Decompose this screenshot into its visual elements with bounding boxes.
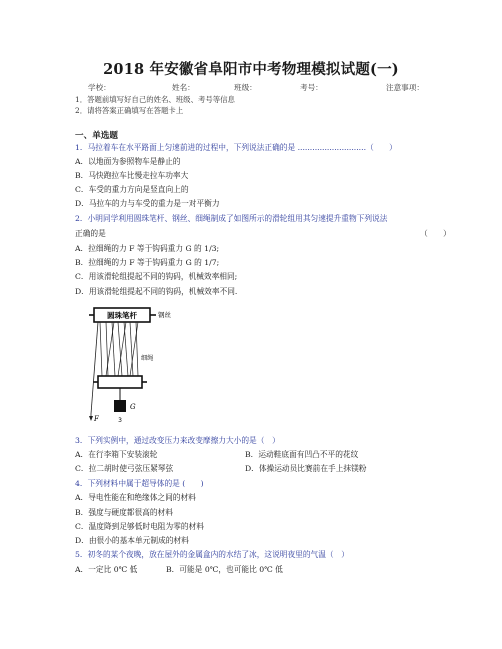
q3-stem: 3．下列实例中，通过改变压力来改变摩擦力大小的是（ ）	[75, 436, 280, 445]
q4-option-a: A．导电性能在和绝缘体之间的材料	[75, 493, 196, 502]
notice-2: 2．请将答案正确填写在答题卡上	[75, 106, 184, 115]
q4-option-b: B．强度与硬度都很高的材料	[75, 508, 173, 517]
q3-option-a: A．在行李箱下安装滚轮	[75, 450, 158, 459]
number-label: 考号：	[300, 83, 323, 92]
q4-stem: 4．下列材料中属于超导体的是 ( )	[75, 479, 204, 488]
q5-option-b: B．可能是 0℃，也可能比 0℃ 低	[166, 565, 283, 574]
rope-label: 细绳	[141, 355, 154, 362]
q1-option-d: D．马拉车的力与车受的重力是一对平衡力	[75, 199, 220, 208]
q1-option-c: C．车受的重力方向是竖直向上的	[75, 185, 189, 194]
class-label: 班级：	[234, 83, 257, 92]
pen-label: 圆珠笔杆	[107, 311, 137, 320]
q3-option-d: D．体操运动员比赛前在手上抹镁粉	[245, 464, 367, 473]
q2-option-b: B．拉细绳的力 F 等于钩码重力 G 的 1/7;	[75, 258, 220, 267]
q2-option-d: D．用该滑轮组提起不同的钩码，机械效率不同.	[75, 287, 238, 296]
wire-label: 钢丝	[158, 311, 171, 319]
q2-option-c: C．用该滑轮组提起不同的钩码，机械效率相同;	[75, 272, 238, 281]
q5-option-a: A．一定比 0℃ 低	[75, 565, 138, 574]
q2-stem-line2: 正确的是	[75, 229, 106, 238]
school-label: 学校：	[88, 83, 111, 92]
section-title: 一、单选题	[75, 131, 118, 141]
q3-option-b: B．运动鞋底面有凹凸不平的花纹	[245, 450, 359, 459]
q4-option-d: D．由很小的基本单元制成的材料	[75, 536, 189, 545]
q2-answer-paren: （ ）	[420, 229, 451, 238]
q3-option-c: C．拉二胡时使弓弦压紧琴弦	[75, 464, 174, 473]
notice-1: 1．答题前填写好自己的姓名、班级、考号等信息	[75, 95, 235, 104]
notes-label: 注意事项：	[386, 83, 424, 92]
weight-label: G	[130, 403, 136, 411]
hook-number: 3	[118, 417, 122, 424]
q4-option-c: C．温度降到足够低时电阻为零的材料	[75, 522, 204, 531]
bottom-pen-tube	[98, 376, 142, 388]
q2-option-a: A．拉细绳的力 F 等于钩码重力 G 的 1/3;	[75, 244, 220, 253]
q1-option-a: A．以地面为参照物车是静止的	[75, 157, 181, 166]
pulley-figure	[88, 302, 171, 428]
name-label: 姓名：	[172, 83, 195, 92]
q1-option-b: B．马快跑拉车比慢走拉车功率大	[75, 171, 189, 180]
force-label: F	[94, 415, 99, 423]
weight-block	[114, 400, 126, 412]
page-title: 2018 年安徽省阜阳市中考物理模拟试题(一)	[103, 61, 399, 78]
q2-stem-line1: 2．小明同学利用圆珠笔杆、钢丝、细绳制成了如图所示的滑轮组用其匀速提升重物下列说法	[75, 214, 388, 223]
q5-stem: 5．初冬的某个夜晚，放在屋外的金属盒内的水结了冰，这说明夜里的气温（ ）	[75, 550, 349, 559]
q1-stem: 1．马拉着车在水平路面上匀速前进的过程中，下列说法正确的是 ............................（ ）	[75, 143, 397, 152]
